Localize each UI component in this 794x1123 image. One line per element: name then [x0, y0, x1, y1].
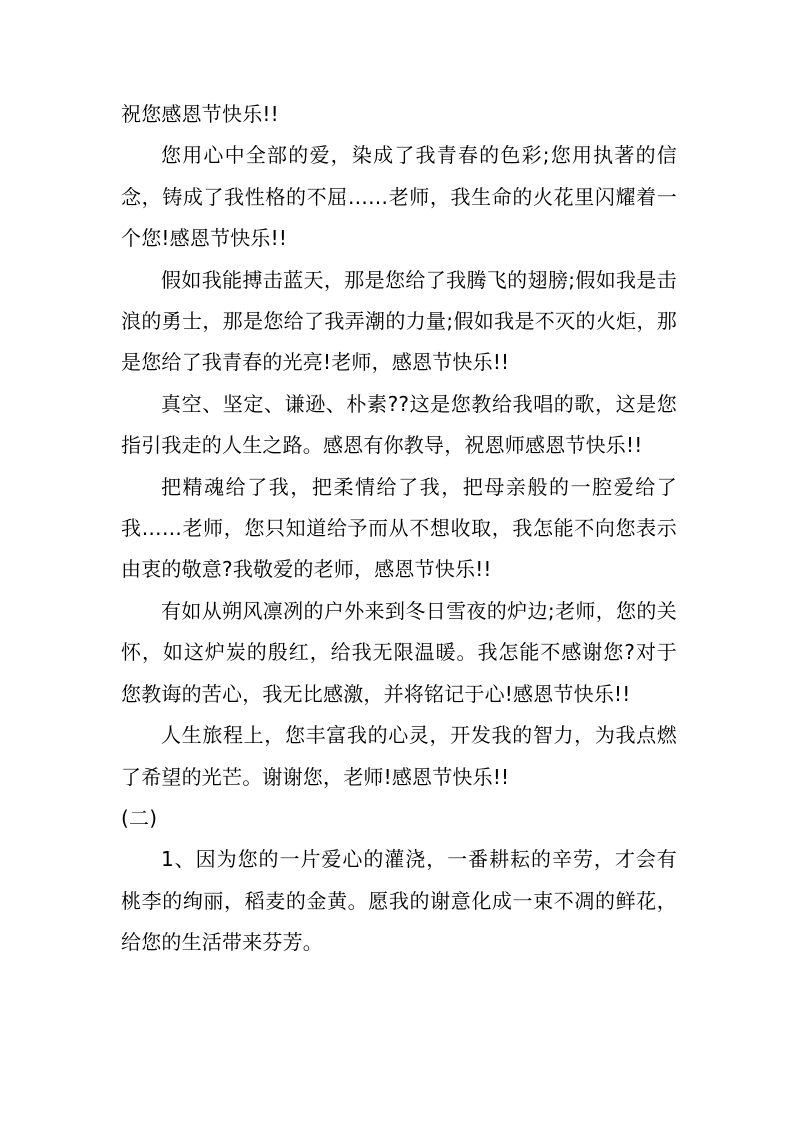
paragraph-fireside-warmth: 有如从朔风凛冽的户外来到冬日雪夜的炉边;老师，您的关怀，如这炉炭的殷红，给我无限温暖。我怎能不感谢您?对于您教诲的苦心，我无比感激，并将铭记于心!感恩节快乐!!	[121, 598, 677, 706]
paragraph-item-one: 1、因为您的一片爱心的灌浇，一番耕耘的辛劳，才会有桃李的绚丽，稻麦的金黄。愿我的谢意化成一束不凋的鲜花，给您的生活带来芬芳。	[121, 847, 677, 955]
paragraph-wings-blue-sky: 假如我能搏击蓝天，那是您给了我腾飞的翅膀;假如我是击浪的勇士，那是您给了我弄潮的力量;假如我是不灭的火炬，那是您给了我青春的光亮!老师，感恩节快乐!!	[121, 267, 677, 375]
paragraph-soul-gift: 把精魂给了我，把柔情给了我，把母亲般的一腔爱给了我……老师，您只知道给予而从不想收取，我怎能不向您表示由衷的敬意?我敬爱的老师，感恩节快乐!!	[121, 474, 677, 582]
section-heading-two: (二)	[121, 805, 158, 830]
document-body	[121, 94, 677, 964]
paragraph-life-journey: 人生旅程上，您丰富我的心灵，开发我的智力，为我点燃了希望的光芒。谢谢您，老师!感恩节快乐!!	[121, 723, 677, 789]
paragraph-love-colors: 您用心中全部的爱，染成了我青春的色彩;您用执著的信念，铸成了我性格的不屈……老师，我生命的火花里闪耀着一个您!感恩节快乐!!	[121, 143, 677, 251]
paragraph-greeting-closing: 祝您感恩节快乐!!	[121, 102, 279, 126]
paragraph-life-path: 真空、坚定、谦逊、朴素??这是您教给我唱的歌，这是您指引我走的人生之路。感恩有你教导，祝恩师感恩节快乐!!	[121, 391, 677, 458]
